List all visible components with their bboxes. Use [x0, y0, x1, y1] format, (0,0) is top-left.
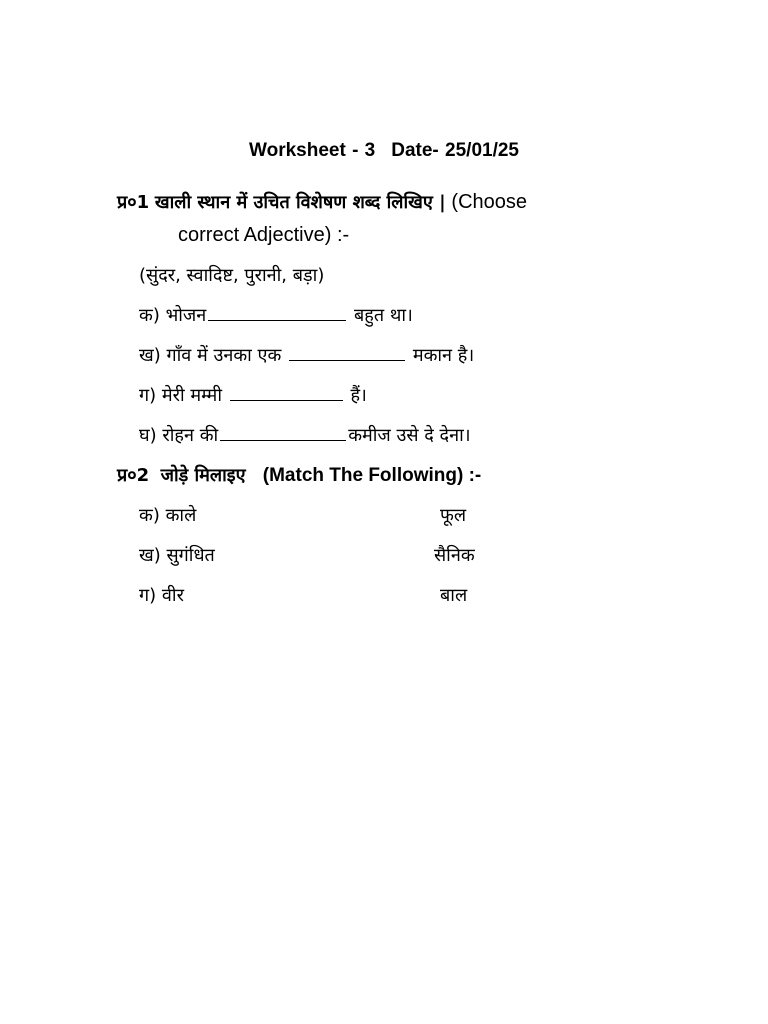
- q2-pair-b-left: [139, 543, 215, 567]
- item-text-after: कमीज उसे दे देना।: [348, 425, 471, 446]
- q1-item-c: [139, 383, 367, 407]
- worksheet-number: Worksheet - 3: [249, 140, 376, 161]
- q1-instruction-english: (Choose: [451, 191, 528, 213]
- item-text-after: मकान है।: [412, 345, 475, 366]
- page-title: [0, 140, 768, 162]
- item-text-before: मेरी मम्मी: [161, 385, 222, 406]
- answer-blank[interactable]: [289, 359, 405, 361]
- answer-blank[interactable]: [220, 439, 346, 441]
- match-right-term: बाल: [440, 585, 468, 606]
- q2-pair-c-left: [139, 583, 184, 607]
- match-right-term: सैनिक: [434, 545, 475, 566]
- q1-item-b: [139, 343, 474, 367]
- item-text-before: रोहन की: [162, 425, 219, 446]
- q2-instruction-english: (Match The Following) :-: [262, 465, 482, 486]
- item-label: क): [139, 505, 160, 526]
- q1-prefix: प्र०1: [117, 192, 150, 213]
- match-left-term: काले: [165, 505, 197, 526]
- item-label: क): [139, 305, 160, 326]
- item-text-after: हैं।: [350, 385, 367, 406]
- q2-prefix: प्र०2: [117, 465, 150, 486]
- answer-blank[interactable]: [208, 319, 346, 321]
- item-label: ग): [139, 585, 157, 606]
- answer-blank[interactable]: [230, 399, 343, 401]
- q2-instruction-hindi: जोड़े मिलाइए: [160, 465, 246, 486]
- item-label: ख): [139, 545, 161, 566]
- match-left-term: वीर: [161, 585, 184, 606]
- q1-instruction-hindi: खाली स्थान में उचित विशेषण शब्द लिखिए |: [154, 192, 446, 213]
- q2-heading: [117, 463, 481, 487]
- item-text-after: बहुत था।: [354, 305, 413, 326]
- match-right-term: फूल: [440, 505, 467, 526]
- item-text-before: गाँव में उनका एक: [166, 345, 282, 366]
- q1-item-d: [139, 423, 471, 447]
- q2-pair-a-left: [139, 503, 196, 527]
- worksheet-date: Date- 25/01/25: [391, 140, 519, 161]
- q1-item-a: [139, 303, 413, 327]
- item-label: घ): [139, 425, 157, 446]
- item-label: ग): [139, 385, 157, 406]
- match-left-term: सुगंधित: [166, 545, 215, 566]
- item-text-before: भोजन: [165, 305, 207, 326]
- item-label: ख): [139, 345, 161, 366]
- q1-instruction-english-cont: correct Adjective) :-: [178, 224, 350, 246]
- q1-options: (सुंदर, स्वादिष्ट, पुरानी, बड़ा): [139, 265, 325, 286]
- q1-heading: [117, 190, 527, 214]
